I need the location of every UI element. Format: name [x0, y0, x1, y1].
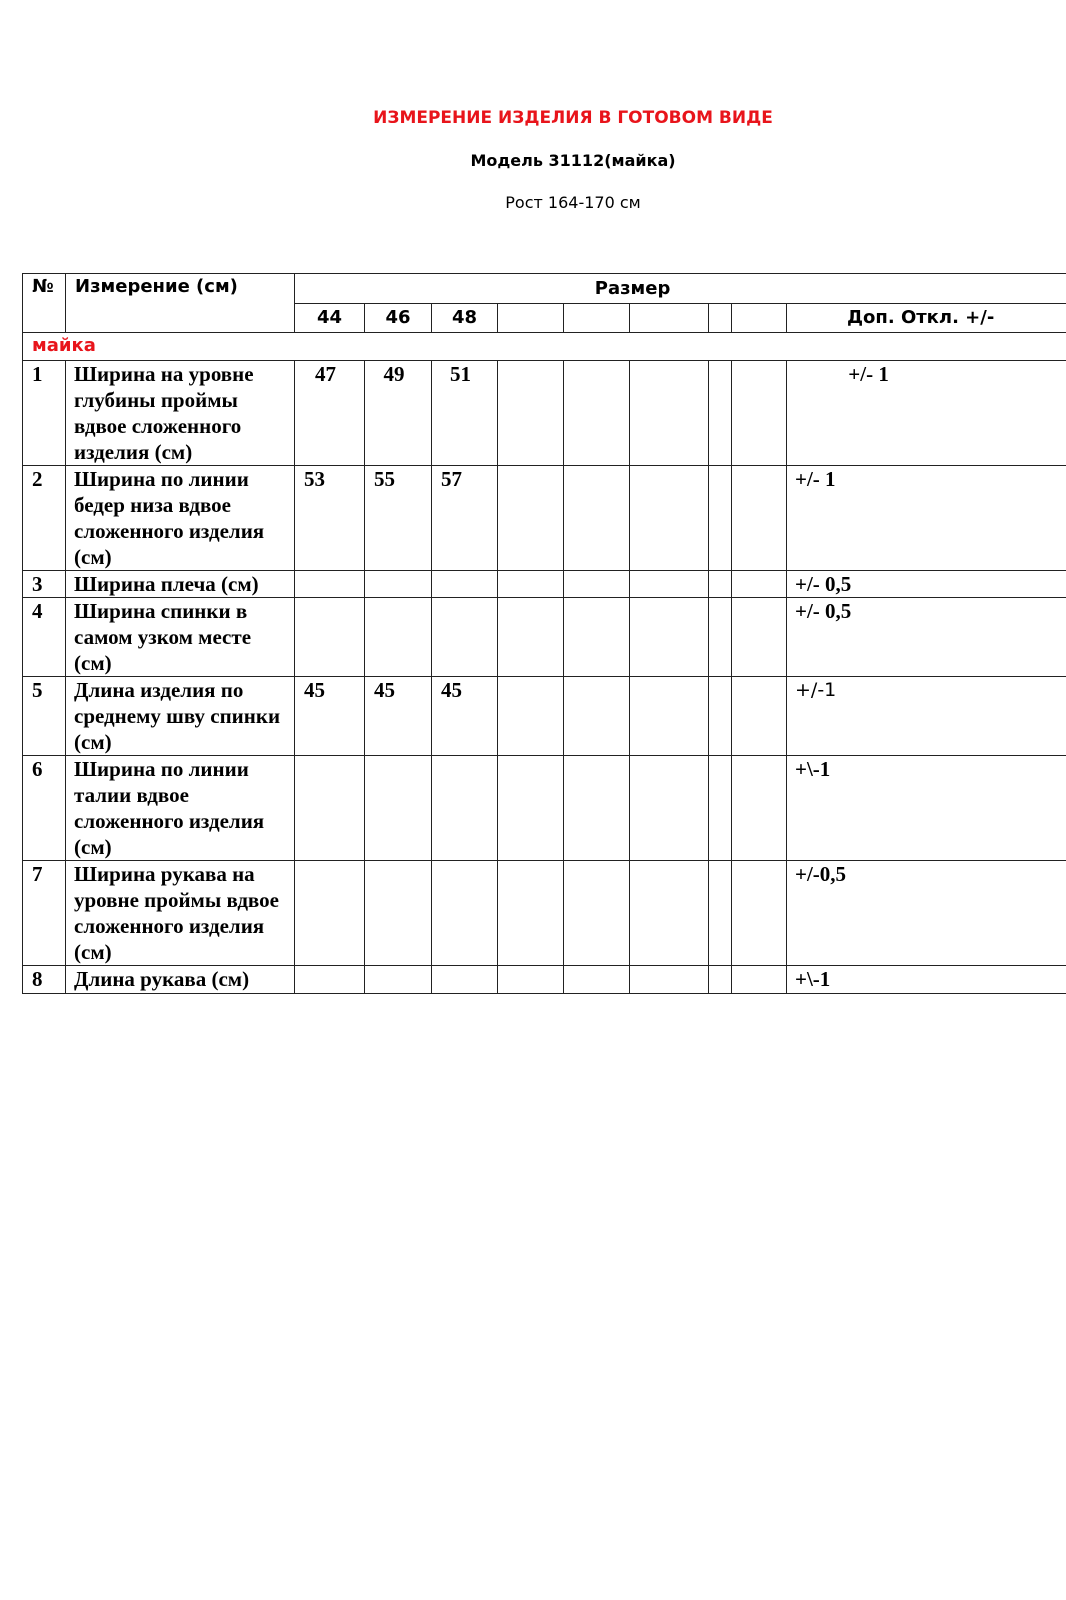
size-46: 46 — [365, 304, 432, 333]
table-row — [23, 756, 1066, 861]
row-tolerance: +\-1 — [787, 756, 1066, 861]
empty-cell — [732, 861, 787, 966]
section-label: майка — [23, 333, 1066, 361]
empty-cell — [709, 677, 732, 756]
value-46 — [365, 966, 432, 994]
row-measurement: Длина рукава (см) — [66, 966, 295, 994]
header-tolerance: Доп. Откл. +/- — [787, 304, 1066, 333]
empty-cell — [498, 677, 564, 756]
empty-cell — [732, 966, 787, 994]
value-44: 47 — [295, 361, 365, 466]
row-number: 3 — [23, 571, 66, 598]
value-44 — [295, 861, 365, 966]
value-48: 51 — [432, 361, 498, 466]
document-title: ИЗМЕРЕНИЕ ИЗДЕЛИЯ В ГОТОВОМ ВИДЕ — [373, 108, 773, 128]
value-46: 55 — [365, 466, 432, 571]
value-48 — [432, 571, 498, 598]
row-measurement: Ширина по линии талии вдвое сложенного изделия (см) — [66, 756, 295, 861]
row-tolerance: +\-1 — [787, 966, 1066, 994]
value-44 — [295, 571, 365, 598]
empty-size-cell — [732, 304, 787, 333]
value-46 — [365, 571, 432, 598]
table-row — [23, 466, 1066, 571]
section-row — [23, 333, 1066, 361]
empty-cell — [732, 598, 787, 677]
value-46 — [365, 756, 432, 861]
empty-cell — [564, 966, 630, 994]
measurement-table — [22, 273, 1066, 994]
empty-cell — [498, 571, 564, 598]
row-tolerance: +/- 0,5 — [787, 571, 1066, 598]
value-44: 53 — [295, 466, 365, 571]
empty-cell — [498, 966, 564, 994]
value-44 — [295, 966, 365, 994]
empty-cell — [564, 598, 630, 677]
table-row — [23, 598, 1066, 677]
row-tolerance: +/- 0,5 — [787, 598, 1066, 677]
row-number: 5 — [23, 677, 66, 756]
value-44 — [295, 756, 365, 861]
empty-cell — [630, 966, 709, 994]
table-row — [23, 571, 1066, 598]
empty-cell — [564, 861, 630, 966]
row-measurement: Ширина по линии бедер низа вдвое сложенного изделия (см) — [66, 466, 295, 571]
value-48 — [432, 861, 498, 966]
row-tolerance: +/-1 — [787, 677, 1066, 756]
table-row — [23, 361, 1066, 466]
value-46 — [365, 598, 432, 677]
value-44 — [295, 598, 365, 677]
empty-cell — [630, 361, 709, 466]
value-48 — [432, 756, 498, 861]
model-label: Модель 31112(майка) — [470, 151, 676, 170]
empty-size-cell — [498, 304, 564, 333]
empty-cell — [498, 598, 564, 677]
empty-cell — [709, 361, 732, 466]
value-46: 49 — [365, 361, 432, 466]
row-number: 4 — [23, 598, 66, 677]
row-number: 6 — [23, 756, 66, 861]
empty-cell — [564, 361, 630, 466]
empty-cell — [709, 756, 732, 861]
empty-cell — [732, 571, 787, 598]
empty-cell — [630, 598, 709, 677]
value-48: 45 — [432, 677, 498, 756]
empty-size-cell — [630, 304, 709, 333]
value-44: 45 — [295, 677, 365, 756]
empty-cell — [630, 466, 709, 571]
empty-size-cell — [564, 304, 630, 333]
row-tolerance: +/- 1 — [787, 466, 1066, 571]
empty-cell — [732, 361, 787, 466]
empty-cell — [564, 466, 630, 571]
table-row — [23, 677, 1066, 756]
empty-cell — [732, 756, 787, 861]
row-number: 7 — [23, 861, 66, 966]
row-measurement: Длина изделия по среднему шву спинки (см) — [66, 677, 295, 756]
empty-cell — [709, 861, 732, 966]
empty-cell — [564, 756, 630, 861]
empty-cell — [630, 677, 709, 756]
row-number: 8 — [23, 966, 66, 994]
empty-cell — [630, 571, 709, 598]
table-row — [23, 861, 1066, 966]
empty-size-cell — [709, 304, 732, 333]
empty-cell — [732, 677, 787, 756]
size-48: 48 — [432, 304, 498, 333]
row-number: 1 — [23, 361, 66, 466]
header-measurement: Измерение (см) — [66, 274, 295, 333]
row-tolerance: +/- 1 — [787, 361, 1066, 466]
value-48 — [432, 598, 498, 677]
empty-cell — [709, 598, 732, 677]
table-header-row — [23, 274, 1066, 304]
empty-cell — [709, 966, 732, 994]
header-number: № — [23, 274, 66, 333]
row-number: 2 — [23, 466, 66, 571]
table-row — [23, 966, 1066, 994]
row-measurement: Ширина плеча (см) — [66, 571, 295, 598]
empty-cell — [498, 756, 564, 861]
empty-cell — [630, 861, 709, 966]
empty-cell — [564, 677, 630, 756]
empty-cell — [498, 361, 564, 466]
empty-cell — [709, 571, 732, 598]
empty-cell — [630, 756, 709, 861]
empty-cell — [709, 466, 732, 571]
header-size: Размер — [295, 274, 1066, 304]
height-label: Рост 164-170 см — [505, 193, 641, 212]
row-measurement: Ширина спинки в самом узком месте (см) — [66, 598, 295, 677]
row-tolerance: +/-0,5 — [787, 861, 1066, 966]
empty-cell — [732, 466, 787, 571]
size-44: 44 — [295, 304, 365, 333]
value-48 — [432, 966, 498, 994]
empty-cell — [564, 571, 630, 598]
row-measurement: Ширина на уровне глубины проймы вдвое сложенного изделия (см) — [66, 361, 295, 466]
value-46 — [365, 861, 432, 966]
value-46: 45 — [365, 677, 432, 756]
value-48: 57 — [432, 466, 498, 571]
empty-cell — [498, 466, 564, 571]
empty-cell — [498, 861, 564, 966]
row-measurement: Ширина рукава на уровне проймы вдвое сложенного изделия (см) — [66, 861, 295, 966]
